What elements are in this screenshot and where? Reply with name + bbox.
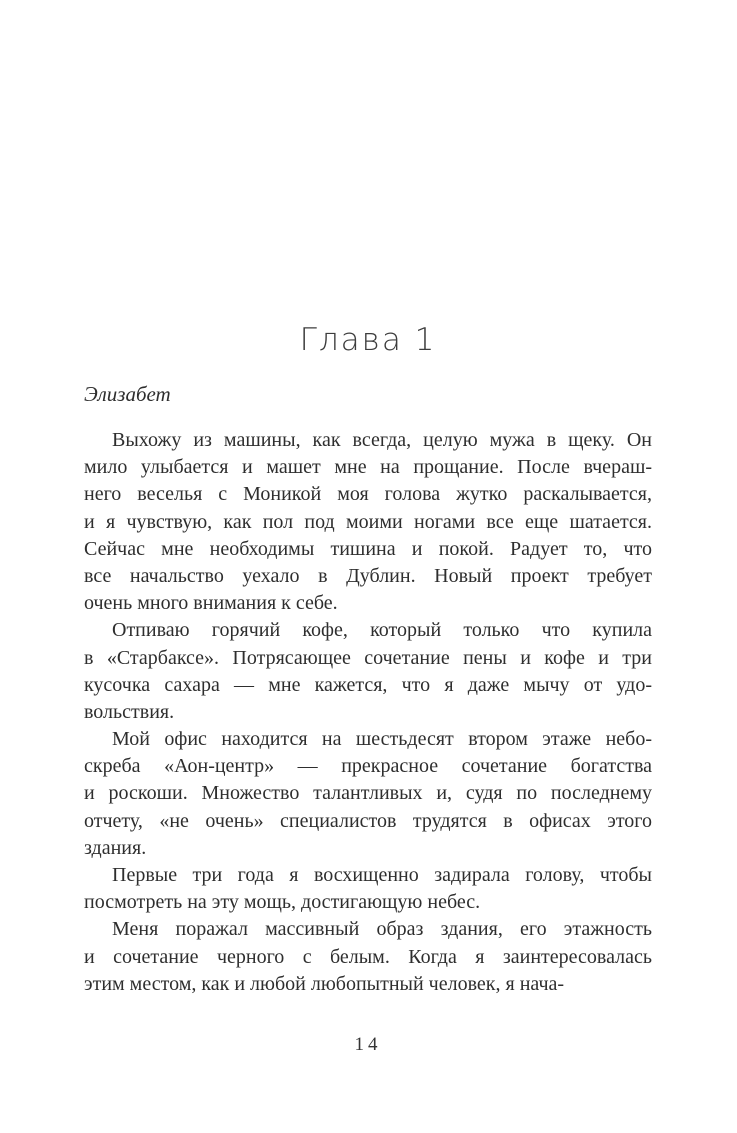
text-line: и я чувствую, как пол под моими ногами все еще шатается. [84,510,652,533]
text-line: очень много внимания к себе. [84,592,338,615]
text-line: здания. [84,836,147,859]
text-line: него веселья с Моникой моя голова жутко раскалывается, [84,483,652,506]
text-line: Сейчас мне необходимы тишина и покой. Радует то, что [84,537,652,560]
text-line: Мой офис находится на шестьдесят втором этаже небо- [112,728,652,751]
text-line: в «Старбаксе». Потрясающее сочетание пены и кофе и три [84,646,652,669]
text-line: Отпиваю горячий кофе, который только что купила [112,619,652,642]
text-line: и роскоши. Множество талантливых и, судя по последнему [84,782,652,805]
chapter-title: Глава 1 [299,322,437,358]
text-line: скреба «Аон-центр» — прекрасное сочетание богатства [84,755,652,778]
text-line: этим местом, как и любой любопытный человек, я нача- [84,972,565,995]
text-line: мило улыбается и машет мне на прощание. После вчераш- [84,456,652,479]
text-line: отчету, «не очень» специалистов трудятся в офисах этого [84,809,652,832]
text-line: и сочетание черного с белым. Когда я заинтересовалась [84,945,652,968]
page-number: 14 [354,1034,382,1055]
text-line: посмотреть на эту мощь, достигающую небес. [84,891,481,914]
text-line: Меня поражал массивный образ здания, его этажность [112,918,652,941]
text-line: вольствия. [84,700,175,723]
text-line: Выхожу из машины, как всегда, целую мужа в щеку. Он [112,429,652,451]
text-line: кусочка сахара — мне кажется, что я даже мычу от удо- [84,673,652,696]
text-line: Первые три года я восхищенно задирала голову, чтобы [112,864,652,886]
body-text [84,427,652,998]
text-line: все начальство уехало в Дублин. Новый проект требует [84,564,652,587]
narrator-name: Элизабет [84,382,171,406]
